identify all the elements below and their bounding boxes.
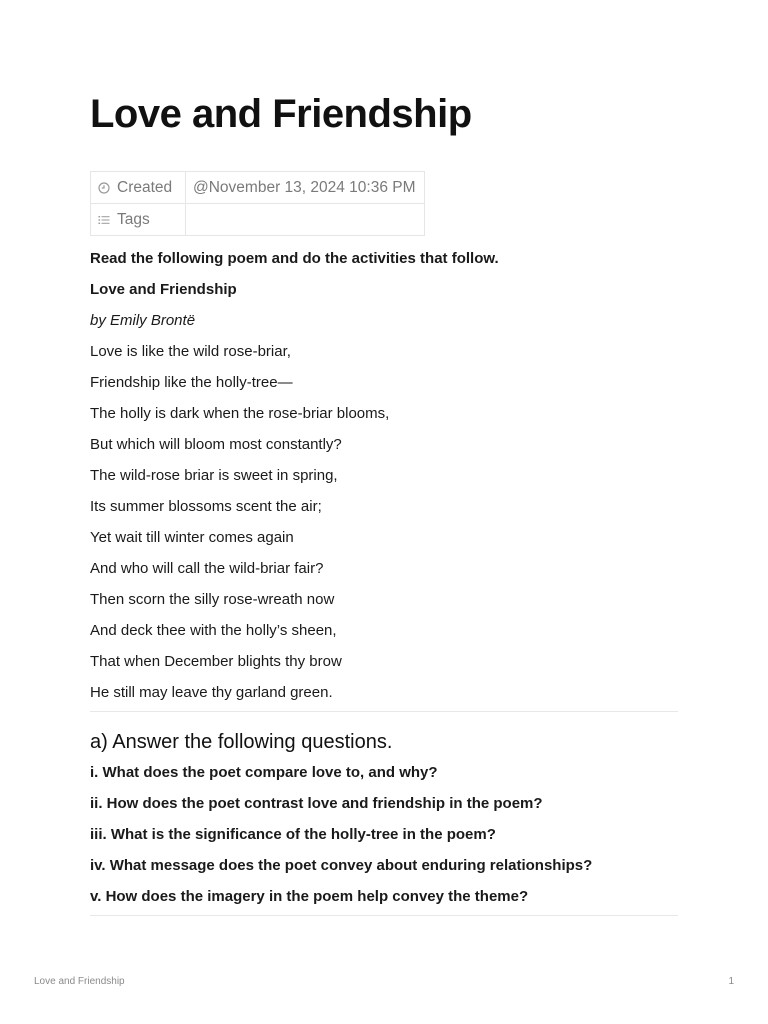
question-item: ii. How does the poet contrast love and friendship in the poem? xyxy=(90,795,543,812)
tags-label: Tags xyxy=(117,210,150,228)
document-body xyxy=(90,243,678,916)
poem-title: Love and Friendship xyxy=(90,281,237,298)
section-heading: a) Answer the following questions. xyxy=(90,731,393,753)
clock-icon xyxy=(98,182,110,194)
poem-line: Then scorn the silly rose-wreath now xyxy=(90,591,335,608)
property-label-cell xyxy=(91,172,186,204)
page-number: 1 xyxy=(728,976,734,987)
tags-value[interactable] xyxy=(186,204,425,236)
poem-line: Friendship like the holly-tree— xyxy=(90,374,293,391)
poem-line: The wild-rose briar is sweet in spring, xyxy=(90,467,338,484)
divider xyxy=(90,915,678,916)
question-item: i. What does the poet compare love to, and why? xyxy=(90,764,438,781)
question-item: v. How does the imagery in the poem help convey the theme? xyxy=(90,888,529,905)
footer-title: Love and Friendship xyxy=(34,976,125,987)
poem-line: And who will call the wild-briar fair? xyxy=(90,560,324,577)
poem-line: He still may leave thy garland green. xyxy=(90,684,333,701)
created-label: Created xyxy=(117,178,173,196)
poem-line: And deck thee with the holly’s sheen, xyxy=(90,622,337,639)
questions-list xyxy=(90,757,678,912)
poem-line: But which will bloom most constantly? xyxy=(90,436,342,453)
question-item: iv. What message does the poet convey about enduring relationships? xyxy=(90,857,593,874)
divider xyxy=(90,711,678,712)
page-title: Love and Friendship xyxy=(90,92,472,136)
list-icon xyxy=(98,214,110,226)
poem-line: Yet wait till winter comes again xyxy=(90,529,294,546)
property-label-cell xyxy=(91,204,186,236)
poem-line: Its summer blossoms scent the air; xyxy=(90,498,322,515)
property-tags xyxy=(91,204,425,236)
poem-lines xyxy=(90,336,678,708)
instruction-text: Read the following poem and do the activities that follow. xyxy=(90,250,499,267)
property-created xyxy=(91,172,425,204)
question-item: iii. What is the significance of the holly-tree in the poem? xyxy=(90,826,496,843)
properties-table xyxy=(90,171,425,236)
poem-author: by Emily Brontë xyxy=(90,312,196,329)
poem-line: That when December blights thy brow xyxy=(90,653,342,670)
created-value[interactable]: @November 13, 2024 10:36 PM xyxy=(186,172,425,204)
poem-line: The holly is dark when the rose-briar blooms, xyxy=(90,405,390,422)
poem-line: Love is like the wild rose-briar, xyxy=(90,343,291,360)
